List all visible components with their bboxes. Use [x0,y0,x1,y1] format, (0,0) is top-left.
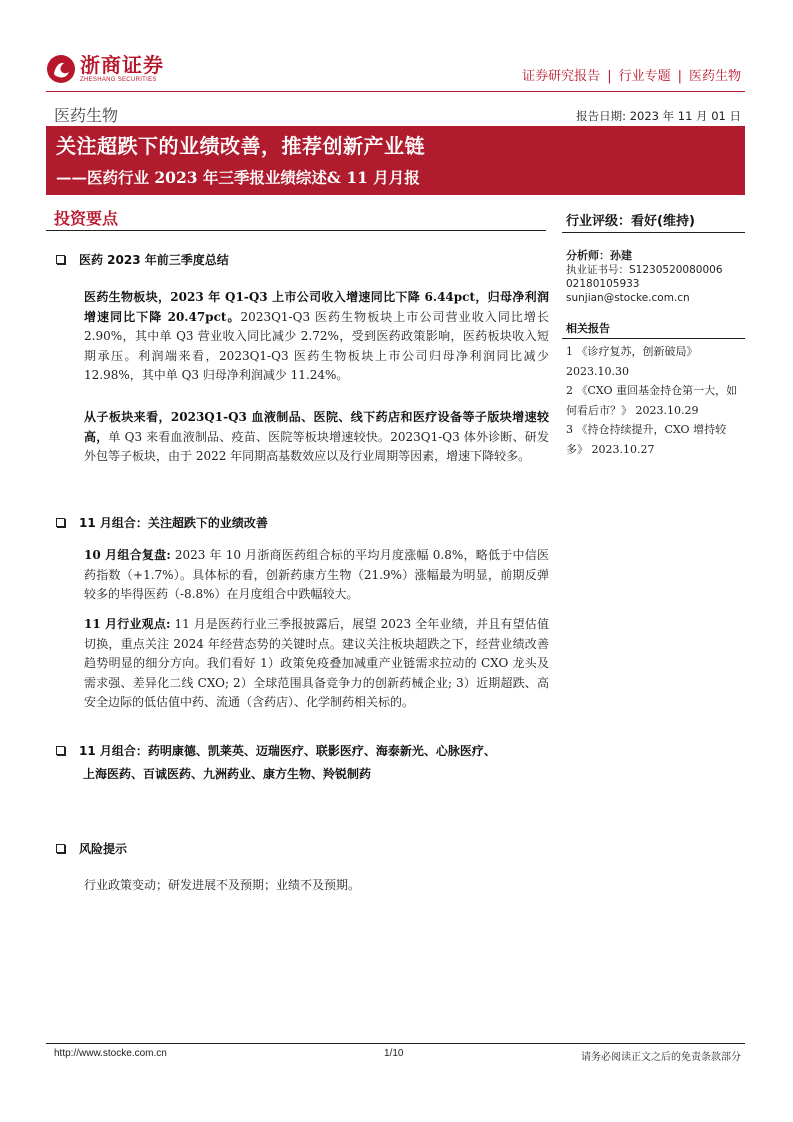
paragraph-sector-performance [84,288,549,386]
related-report-item[interactable]: 2 《CXO 重回基金持仓第一大，如何看后市？》 2023.10.29 [566,384,738,417]
page-number: 1/10 [384,1048,404,1059]
bullet-november-portfolio-text: 11 月组合：关注超跌下的业绩改善 [79,516,268,530]
tag-separator: | [607,69,612,84]
report-date [576,108,741,124]
zheshang-logo-icon [46,54,76,84]
related-report-item[interactable]: 3 《持仓持续提升，CXO 增持较多》 2023.10.27 [566,423,727,456]
header-divider [46,91,745,92]
paragraph-risk: 行业政策变动；研发进展不及预期；业绩不及预期。 [84,878,361,892]
logo-chinese-name: 浙商证券 [80,53,164,77]
bullet-summary [56,251,229,268]
rating-divider [562,232,745,233]
tag-sector: 医药生物 [688,69,741,84]
investment-highlights-heading: 投资要点 [54,209,119,228]
analyst-email[interactable]: sunjian@stocke.com.cn [566,292,690,304]
analyst-info [566,249,723,305]
paragraph-lead: 医药生物板块，2023 年 Q1-Q3 上市公司收入增速同比下降 6.44pct，归母净利润增速同比下降 20.47pct。 [84,290,549,324]
portfolio-stocks-line1: 11 月组合：药明康德、凯莱英、迈瑞医疗、联影医疗、海泰新光、心脉医疗、 [79,744,496,758]
tag-research-report: 证券研究报告 [522,69,601,84]
paragraph-body: 2023Q1-Q3 医药生物板块上市公司营业收入同比增长 2.90%，其中单 Q3 营业收入同比减少 2.72%，受到医药政策影响，医药板块收入短期承压。利润端来看，2023Q1-Q3 医药生物板块上市公司归母净利润同比减少 12.98%，其中单 Q3 归母净利润减少 11.24%。 [84,309,549,382]
related-divider [562,338,745,339]
bullet-november-portfolio [56,514,268,531]
company-logo [46,54,164,84]
paragraph-lead: 11 月行业观点: [84,617,171,631]
bullet-portfolio-stocks [56,742,496,759]
analyst-phone: 02180105933 [566,278,640,290]
report-subtitle: ——医药行业 2023 年三季报业绩综述& 11 月月报 [56,168,420,187]
analyst-name: 分析师：孙建 [566,249,632,262]
checkbox-bullet-icon [56,844,65,853]
industry-rating: 行业评级：看好(维持) [566,214,695,229]
bullet-summary-text: 医药 2023 年前三季度总结 [79,253,229,267]
paragraph-body: 2023 年 10 月浙商医药组合标的平均月度涨幅 0.8%，略低于中信医药指数（+1.7%）。具体标的看，创新药康方生物（21.9%）涨幅最为明显，前期反弹较多的毕得医药（-8.8%）在月度组合中跌幅较大。 [84,548,549,601]
related-report-item[interactable]: 1 《诊疗复苏，创新破局》 2023.10.30 [566,345,698,378]
tag-industry-topic: 行业专题 [618,69,671,84]
report-date-value: 2023 年 11 月 01 日 [629,109,741,123]
footer-disclaimer: 请务必阅读正文之后的免责条款部分 [581,1052,741,1063]
checkbox-bullet-icon [56,746,65,755]
footer-website-link[interactable]: http://www.stocke.com.cn [54,1048,167,1059]
bullet-portfolio-stocks-continued [83,765,371,782]
paragraph-body: 11 月是医药行业三季报披露后，展望 2023 全年业绩，并且有望估值切换，重点关注 2024 年经营态势的关键时点。建议关注板块超跌之下，经营业绩改善趋势明显的细分方向。我们看好 1）政策免疫叠加减重产业链需求拉动的 CXO 龙头及需求强、差异化二线 CXO; 2）全球范围具备竞争力的创新药械企业; 3）近期超跌、高安全边际的低估值中药、流通（含药店）、化学制药相关标的。 [84,617,549,709]
portfolio-stocks-line2: 上海医药、百诚医药、九洲药业、康方生物、羚锐制药 [83,767,372,781]
report-date-label: 报告日期: [576,109,627,123]
section-divider [46,230,546,231]
report-title: 关注超跌下的业绩改善，推荐创新产业链 [56,134,425,158]
checkbox-bullet-icon [56,255,65,264]
title-banner [46,126,745,195]
paragraph-lead: 从子板块来看，2023Q1-Q3 血液制品、医院、线下药店和医疗设备等子版块增速较高， [84,410,549,444]
industry-label: 医药生物 [54,106,119,125]
logo-english-name: ZHESHANG SECURITIES [80,77,157,83]
related-reports-heading: 相关报告 [566,322,610,335]
report-type-tags [522,65,741,84]
footer-divider [46,1043,745,1044]
risk-heading: 风险提示 [79,842,128,856]
bullet-risk [56,840,127,857]
paragraph-november-view [84,615,549,713]
paragraph-body: 单 Q3 来看血液制品、疫苗、医院等板块增速较快。2023Q1-Q3 体外诊断、研发外包等子板块，由于 2022 年同期高基数效应以及行业周期等因素，增速下降较多。 [84,429,549,463]
checkbox-bullet-icon [56,518,65,527]
paragraph-subsectors [84,408,549,467]
related-reports-list [566,342,746,459]
tag-separator: | [677,69,682,84]
paragraph-october-review [84,546,549,605]
paragraph-lead: 10 月组合复盘: [84,548,171,562]
analyst-certificate: 执业证书号：S1230520080006 [566,264,723,276]
